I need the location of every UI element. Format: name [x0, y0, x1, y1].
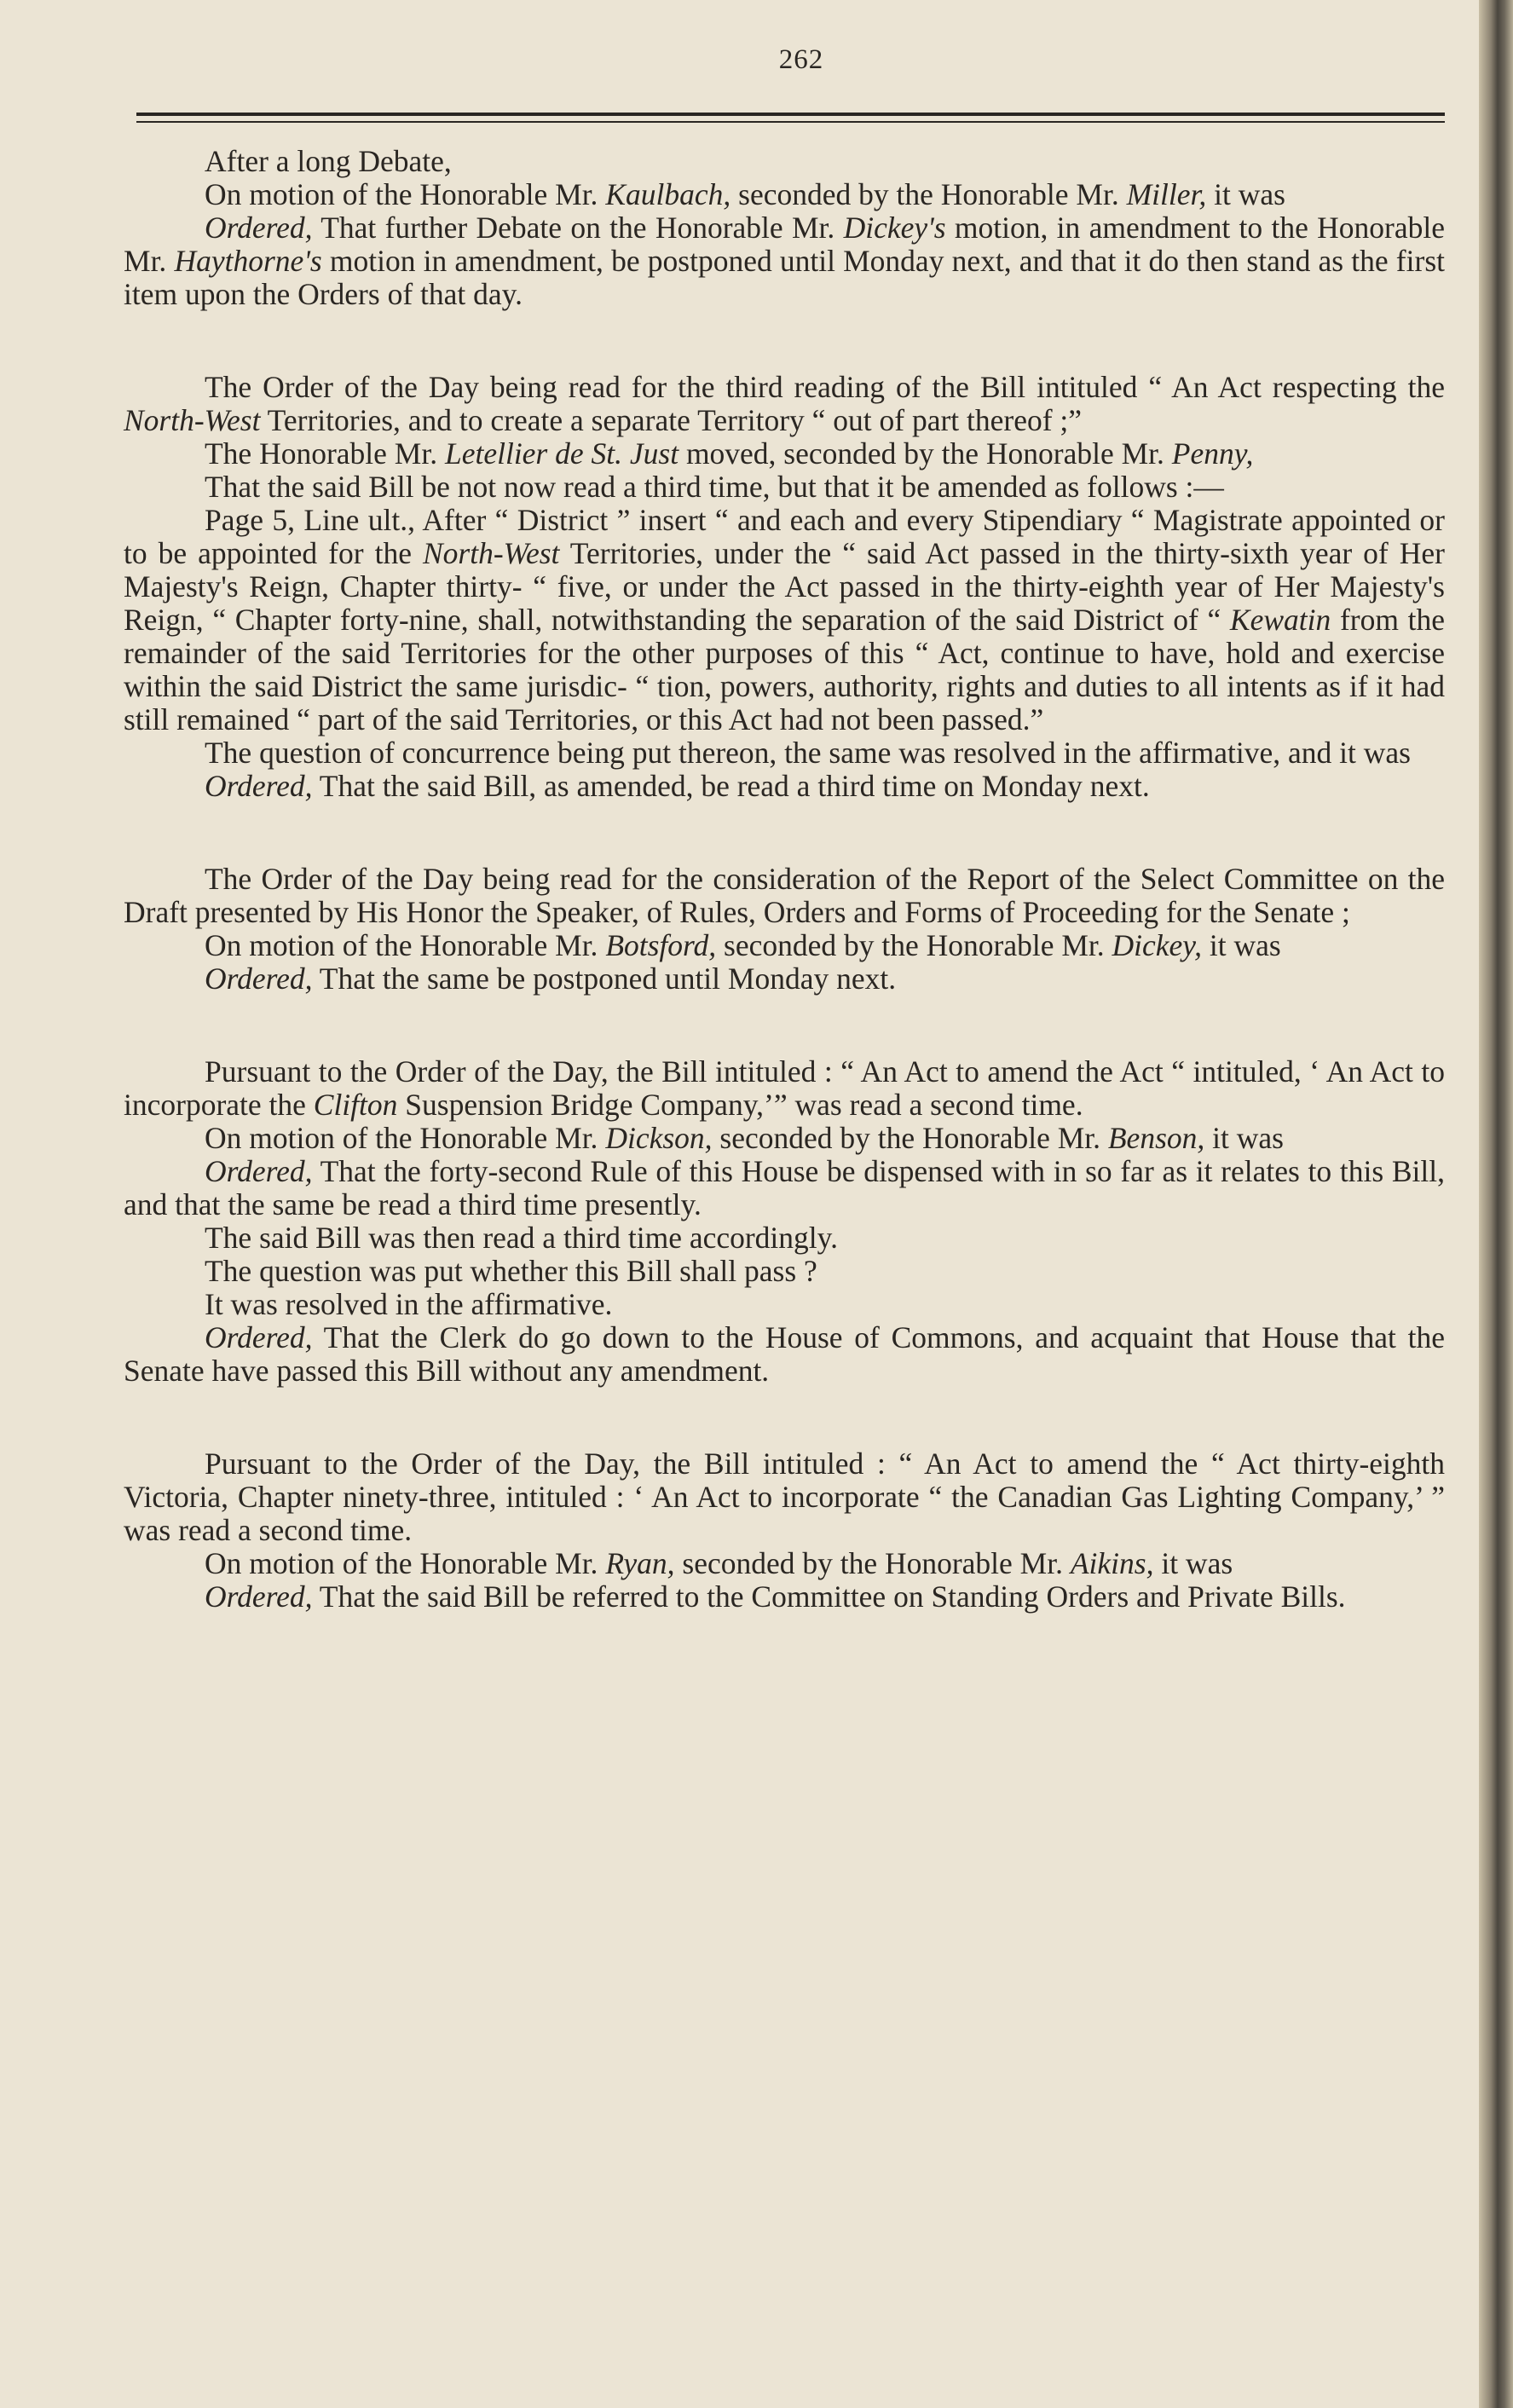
- italic-text: Dickey,: [1112, 928, 1202, 962]
- text-run: Territories, and to create a separate Territory “ out of part thereof ;”: [260, 403, 1083, 437]
- text-run: it was: [1201, 928, 1281, 962]
- italic-text: Miller,: [1126, 177, 1207, 211]
- italic-text: Ordered,: [205, 961, 313, 996]
- paragraph: [124, 1580, 1445, 1614]
- paragraph: [124, 1288, 1445, 1321]
- text-run: Pursuant to the Order of the Day, the Bill intituled : “ An Act to amend the Act “ intituled, ‘ An Act to incorporate the: [124, 1054, 1445, 1122]
- italic-text: Penny,: [1171, 436, 1254, 471]
- text-run: it was: [1206, 177, 1285, 211]
- italic-text: Haythorne's: [174, 244, 322, 278]
- header-rule: [136, 113, 1445, 116]
- paragraph: [124, 863, 1445, 929]
- text-run: On motion of the Honorable Mr.: [205, 1546, 606, 1580]
- text-run: The question of concurrence being put thereon, the same was resolved in the affirmative, and it was: [205, 736, 1411, 770]
- text-run: moved, seconded by the Honorable Mr.: [679, 436, 1172, 471]
- text-run: Pursuant to the Order of the Day, the Bill intituled : “ An Act to amend the “ Act thirty-eighth Victoria, Chapter ninety-three, intituled : ‘ An Act to incorporate “ the Canadian Gas Lighting Company,’ ” was read a second time.: [124, 1447, 1445, 1547]
- paragraph: [124, 929, 1445, 962]
- text-run: That the same be postponed until Monday next.: [312, 961, 897, 996]
- text-run: That the Clerk do go down to the House of Commons, and acquaint that House that the Senate have passed this Bill without any amendment.: [124, 1320, 1445, 1388]
- text-run: That the forty-second Rule of this House be dispensed with in so far as it relates to this Bill, and that the same be read a third time presently.: [124, 1154, 1445, 1221]
- italic-text: Ordered,: [205, 1579, 313, 1614]
- paragraph: [124, 145, 1445, 178]
- proceeding-section: [124, 371, 1445, 803]
- italic-text: Kewatin: [1229, 603, 1331, 637]
- paragraph: [124, 1447, 1445, 1547]
- proceeding-section: [124, 863, 1445, 996]
- text-run: motion in amendment, be postponed until Monday next, and that it do then stand as the first item upon the Orders of that day.: [124, 244, 1445, 311]
- text-run: That the said Bill be not now read a third time, but that it be amended as follows :—: [205, 470, 1224, 504]
- italic-text: Ordered,: [205, 1320, 313, 1354]
- paragraph: [124, 736, 1445, 770]
- text-run: seconded by the Honorable Mr.: [716, 928, 1112, 962]
- italic-text: Ordered,: [205, 769, 313, 803]
- text-run: After a long Debate,: [205, 144, 452, 178]
- text-run: That the said Bill, as amended, be read a third time on Monday next.: [312, 769, 1150, 803]
- text-run: from the remainder of the said Territories for the other purposes of this “ Act, continue to have, hold and exercise within the said District the same jurisdic- “ tion, powers, authority, rights and duties to all intents as if it had still remained “ part of the said Territories, or this Act had not been passed.”: [124, 603, 1445, 736]
- text-run: The Order of the Day being read for the third reading of the Bill intituled “ An Act respecting the: [205, 370, 1445, 404]
- text-run: it was: [1204, 1121, 1284, 1155]
- text-run: On motion of the Honorable Mr.: [205, 1121, 606, 1155]
- text-run: On motion of the Honorable Mr.: [205, 177, 606, 211]
- text-run: Territories, under the “ said Act passed in the thirty-sixth year of Her Majesty's Reign, Chapter thirty- “ five, or under the Act passed in the thirty-eighth year of Her Majesty's Reign, “ Chapter forty-nine, shall, notwithstanding the separation of the said District of “: [124, 536, 1445, 637]
- text-run: It was resolved in the affirmative.: [205, 1287, 613, 1321]
- paragraph: [124, 1055, 1445, 1122]
- text-run: The Honorable Mr.: [205, 436, 445, 471]
- italic-text: Ordered,: [205, 1154, 313, 1188]
- section-gap: [124, 311, 1445, 371]
- italic-text: Ordered,: [205, 211, 313, 245]
- text-run: seconded by the Honorable Mr.: [674, 1546, 1071, 1580]
- text-run: Suspension Bridge Company,’” was read a second time.: [397, 1088, 1083, 1122]
- text-run: it was: [1153, 1546, 1233, 1580]
- text-run: seconded by the Honorable Mr.: [731, 177, 1127, 211]
- paragraph: [124, 471, 1445, 504]
- section-gap: [124, 996, 1445, 1055]
- page-number: 262: [778, 44, 824, 75]
- text-run: That further Debate on the Honorable Mr.: [312, 211, 844, 245]
- paragraph: [124, 1255, 1445, 1288]
- text-run: That the said Bill be referred to the Committee on Standing Orders and Private Bills.: [312, 1579, 1346, 1614]
- text-run: seconded by the Honorable Mr.: [712, 1121, 1108, 1155]
- paragraph: [124, 1155, 1445, 1221]
- italic-text: Dickson,: [605, 1121, 713, 1155]
- italic-text: Kaulbach,: [605, 177, 731, 211]
- header-rule-thin: [136, 121, 1445, 123]
- book-gutter-shadow: [1479, 0, 1513, 2408]
- italic-text: North-West: [422, 536, 560, 570]
- paragraph: [124, 962, 1445, 996]
- text-run: The Order of the Day being read for the consideration of the Report of the Select Committee on the Draft presented by His Honor the Speaker, of Rules, Orders and Forms of Proceeding for the Senate ;: [124, 862, 1445, 929]
- italic-text: Clifton: [313, 1088, 398, 1122]
- text-run: Page 5, Line ult., After “ District ” insert “ and each and every Stipendiary “ Magistrate appointed or to be appointed for the: [124, 503, 1445, 570]
- italic-text: Dickey's: [843, 211, 946, 245]
- paragraph: [124, 1122, 1445, 1155]
- paragraph: [124, 437, 1445, 471]
- text-run: motion, in amendment to the Honorable Mr.: [124, 211, 1445, 278]
- italic-text: Letellier de St. Just: [444, 436, 679, 471]
- paragraph: [124, 178, 1445, 211]
- italic-text: North-West: [124, 403, 261, 437]
- paragraph: [124, 770, 1445, 803]
- paragraph: [124, 211, 1445, 311]
- section-gap: [124, 1388, 1445, 1447]
- italic-text: Benson,: [1107, 1121, 1205, 1155]
- paragraph: [124, 1547, 1445, 1580]
- italic-text: Botsford,: [605, 928, 717, 962]
- body-text: [124, 145, 1445, 1614]
- proceeding-section: [124, 1447, 1445, 1614]
- text-run: The said Bill was then read a third time accordingly.: [205, 1221, 838, 1255]
- italic-text: Aikins,: [1070, 1546, 1154, 1580]
- italic-text: Ryan,: [605, 1546, 675, 1580]
- paragraph: [124, 371, 1445, 437]
- paragraph: [124, 1321, 1445, 1388]
- section-gap: [124, 803, 1445, 863]
- text-run: On motion of the Honorable Mr.: [205, 928, 606, 962]
- text-run: The question was put whether this Bill shall pass ?: [205, 1254, 817, 1288]
- proceeding-section: [124, 145, 1445, 311]
- proceeding-section: [124, 1055, 1445, 1388]
- paragraph: [124, 504, 1445, 736]
- paragraph: [124, 1221, 1445, 1255]
